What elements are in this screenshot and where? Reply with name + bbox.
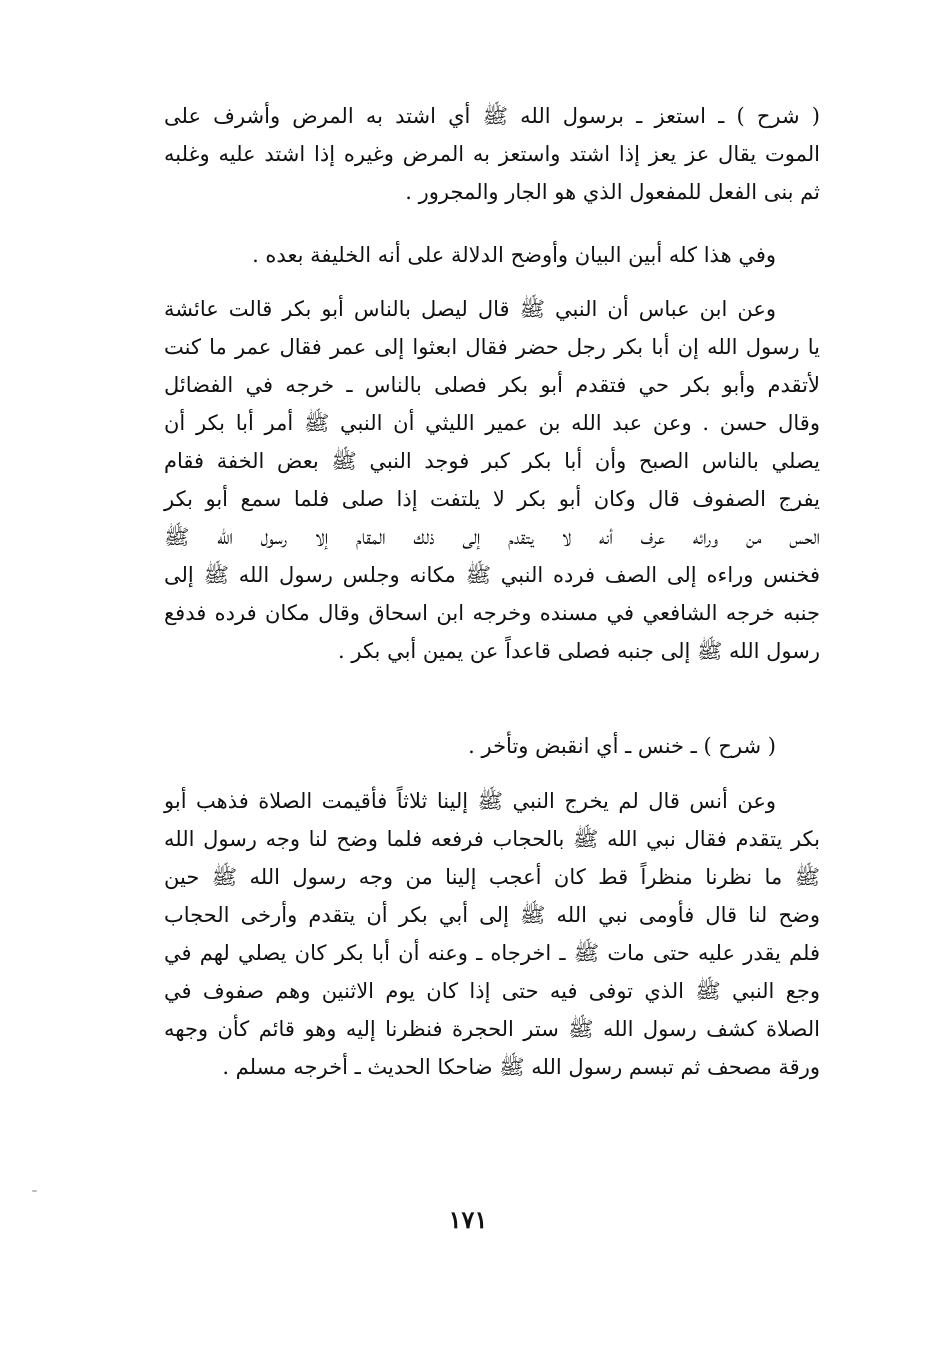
text-line: وقال حسن . وعن عبد الله بن عمير الليثي أن النبي ﷺ أمر أبا بكر أن <box>164 411 820 435</box>
text-line: ﷺ ما نظرنا منظراً قط كان أعجب إلينا من وجه رسول الله ﷺ حين <box>164 865 820 889</box>
text-line: وضح لنا قال فأومى نبي الله ﷺ إلى أبي بكر أن يتقدم وأرخى الحجاب <box>164 903 820 927</box>
text-line: الصلاة كشف رسول الله ﷺ ستر الحجرة فنظرنا إليه وهو قائم كأن وجهه <box>164 1017 820 1041</box>
text-line: يفرج الصفوف قال وكان أبو بكر لا يلتفت إذا صلى فلما سمع أبو بكر <box>164 487 820 511</box>
text-line: يصلي بالناس الصبح وأن أبا بكر كبر فوجد النبي ﷺ بعض الخفة فقام <box>164 449 820 473</box>
text-line: ( شرح ) ـ خنس ـ أي انقبض وتأخر . <box>468 734 776 758</box>
text-line: وفي هذا كله أبين البيان وأوضح الدلالة على أنه الخليفة بعده . <box>252 243 776 267</box>
text-line: ورقة مصحف ثم تبسم رسول الله ﷺ ضاحكا الحديث ـ أخرجه مسلم . <box>222 1055 820 1079</box>
paragraph-bayan <box>164 236 820 274</box>
text-line: وعن أنس قال لم يخرج النبي ﷺ إلينا ثلاثاً فأقيمت الصلاة فذهب أبو <box>164 789 776 813</box>
text-line: فخنس وراءه إلى الصف فرده النبي ﷺ مكانه وجلس رسول الله ﷺ إلى <box>164 563 820 587</box>
text-line: فلم يقدر عليه حتى مات ﷺ ـ اخرجاه ـ وعنه أن أبا بكر كان يصلي لهم في <box>164 941 820 965</box>
text-line: لأتقدم وأبو بكر حي فتقدم أبو بكر فصلى بالناس ـ خرجه في الفضائل <box>164 373 820 397</box>
paragraph-sharh-istaazza <box>164 97 820 211</box>
text-line: وعن ابن عباس أن النبي ﷺ قال ليصل بالناس أبو بكر قالت عائشة <box>164 297 776 321</box>
text-line: جنبه خرجه الشافعي في مسنده وخرجه ابن اسحاق وقال مكان فرده فدفع <box>164 601 820 625</box>
text-line: رسول الله ﷺ إلى جنبه فصلى قاعداً عن يمين أبي بكر . <box>338 639 820 663</box>
text-line: الموت يقال عز يعز إذا اشتد واستعز به المرض وغيره إذا اشتد عليه وغلبه <box>164 142 820 166</box>
text-line: يا رسول الله إن أبا بكر رجل حضر فقال ابعثوا إلى عمر فقال عمر ما كنت <box>164 335 820 359</box>
paragraph-sharh-khanas <box>164 727 820 765</box>
paragraph-ibn-abbas <box>164 290 820 670</box>
text-line: وجع النبي ﷺ الذي توفى فيه حتى إذا كان يوم الاثنين وهم صفوف في <box>164 979 820 1003</box>
text-line: الحس من ورائه عرف أنه لا يتقدم إلى ذلك المقام إلا رسول الله ﷺ <box>164 525 820 549</box>
paragraph-anas <box>164 782 820 1086</box>
text-line: ( شرح ) ـ استعز ـ برسول الله ﷺ أي اشتد به المرض وأشرف على <box>164 104 820 128</box>
text-line: بكر يتقدم فقال نبي الله ﷺ بالحجاب فرفعه فلما وضح لنا وجه رسول الله <box>164 827 820 851</box>
text-line: ثم بنى الفعل للمفعول الذي هو الجار والمجرور . <box>405 180 820 204</box>
scan-speck <box>32 1190 37 1192</box>
page-number: ١٧١ <box>448 1205 488 1234</box>
